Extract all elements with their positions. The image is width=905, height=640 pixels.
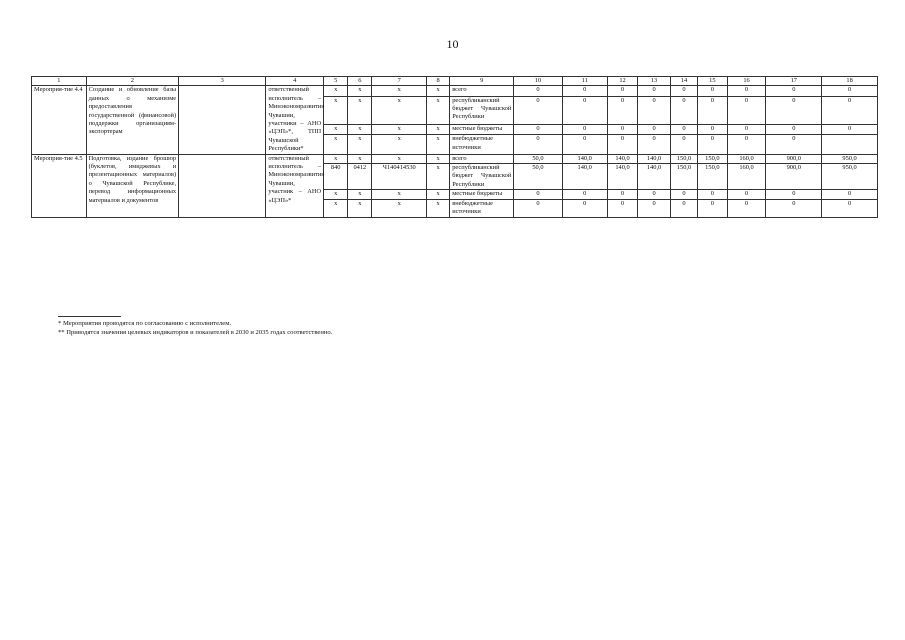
value-cell: 0 [562,135,607,154]
value-cell: 0 [727,199,766,217]
value-cell: 0 [766,86,822,96]
value-cell: 0 [638,96,671,124]
value-cell: 0 [698,190,727,199]
funding-source-cell: республиканский бюджет Чувашской Республики [450,96,514,124]
value-cell: 0 [514,125,562,135]
value-cell: 50,0 [514,164,562,190]
column-header: 8 [427,77,450,86]
column-header: 12 [607,77,637,86]
funding-source-cell: всего [450,86,514,96]
code-cell: x [324,190,348,199]
page-number: 10 [446,37,459,51]
code-cell: x [348,96,372,124]
value-cell: 0 [698,125,727,135]
value-cell: 0 [670,190,697,199]
code-cell: x [427,125,450,135]
code-cell: x [348,86,372,96]
value-cell: 0 [698,96,727,124]
column-header: 6 [348,77,372,86]
column-header: 17 [766,77,822,86]
funding-source-cell: местные бюджеты [450,190,514,199]
footnote-1: * Мероприятия проводятся по согласованию с исполнителем. [58,320,232,327]
event-name-cell: Создание и обновление базы данных о механизме предоставления государственной (финансовой) поддержки организациям-экспортерам [86,86,178,154]
code-cell: x [427,135,450,154]
code-cell: x [427,199,450,217]
value-cell: 150,0 [670,164,697,190]
value-cell: 150,0 [698,154,727,163]
code-cell: x [324,135,348,154]
code-cell: x [372,135,427,154]
code-cell: x [348,125,372,135]
column-header: 15 [698,77,727,86]
value-cell: 0 [562,125,607,135]
empty-cell [179,154,266,217]
value-cell: 0 [822,86,878,96]
value-cell: 150,0 [698,164,727,190]
empty-cell [179,86,266,154]
column-header: 9 [450,77,514,86]
column-header: 18 [822,77,878,86]
code-cell: Ч140414530 [372,164,427,190]
code-cell: x [324,86,348,96]
value-cell: 140,0 [562,154,607,163]
code-cell: x [324,125,348,135]
event-cell: Мероприя-тие 4.5 [32,154,87,217]
code-cell: x [372,125,427,135]
value-cell: 0 [670,125,697,135]
executor-cell: ответственный исполнитель – Минэкономразвития Чувашии, участник – АНО «ЦЭП»* [266,154,324,217]
value-cell: 0 [638,190,671,199]
value-cell: 160,0 [727,154,766,163]
value-cell [822,135,878,154]
value-cell: 140,0 [562,164,607,190]
code-cell: x [427,164,450,190]
code-cell: x [427,96,450,124]
event-cell: Мероприя-тие 4.4 [32,86,87,154]
code-cell: 840 [324,164,348,190]
code-cell: x [324,96,348,124]
value-cell: 0 [562,190,607,199]
table-row [32,154,878,163]
value-cell: 0 [698,86,727,96]
footnotes [58,319,332,337]
value-cell: 50,0 [514,154,562,163]
value-cell: 0 [562,96,607,124]
value-cell: 0 [822,190,878,199]
value-cell: 0 [670,199,697,217]
value-cell: 0 [607,86,637,96]
code-cell: x [348,190,372,199]
value-cell: 0 [727,96,766,124]
value-cell: 0 [822,96,878,124]
column-header: 2 [86,77,178,86]
value-cell: 0 [638,86,671,96]
value-cell: 0 [766,190,822,199]
code-cell: x [324,199,348,217]
value-cell: 950,0 [822,154,878,163]
value-cell: 0 [638,199,671,217]
value-cell: 0 [822,125,878,135]
value-cell: 140,0 [607,164,637,190]
code-cell: x [427,86,450,96]
value-cell: 0 [766,135,822,154]
value-cell: 0 [514,135,562,154]
value-cell: 0 [766,96,822,124]
value-cell: 0 [562,199,607,217]
program-table [31,76,878,218]
value-cell: 140,0 [607,154,637,163]
footnote-rule [58,316,121,317]
executor-cell: ответственный исполнитель – Минэкономразвития Чувашии, участники – АНО «ЦЭП»*, ТПП Чувашской Республики* [266,86,324,154]
code-cell: x [372,199,427,217]
table-row [32,86,878,96]
column-header: 14 [670,77,697,86]
code-cell: x [348,154,372,163]
value-cell: 0 [607,125,637,135]
funding-source-cell: всего [450,154,514,163]
value-cell: 0 [670,135,697,154]
code-cell: x [348,199,372,217]
value-cell: 0 [727,86,766,96]
value-cell: 0 [698,199,727,217]
value-cell: 0 [638,125,671,135]
value-cell: 0 [514,190,562,199]
value-cell: 0 [607,96,637,124]
code-cell: x [427,190,450,199]
value-cell: 140,0 [638,164,671,190]
column-header: 11 [562,77,607,86]
column-header: 7 [372,77,427,86]
funding-source-cell: внебюджетные источники [450,135,514,154]
value-cell: 0 [727,135,766,154]
value-cell: 0 [607,135,637,154]
value-cell: 140,0 [638,154,671,163]
column-header: 13 [638,77,671,86]
value-cell: 0 [670,86,697,96]
code-cell: x [348,135,372,154]
value-cell: 0 [607,190,637,199]
value-cell: 950,0 [822,164,878,190]
event-name-cell: Подготовка, издание брошюр (буклетов, имиджевых и презентационных материалов) о Чувашской Республике, перевод информационных материалов и документов [86,154,178,217]
column-header: 5 [324,77,348,86]
value-cell: 900,0 [766,164,822,190]
footnote-2: ** Приводятся значения целевых индикаторов и показателей в 2030 и 2035 годах соответственно. [58,329,333,336]
value-cell: 0 [514,199,562,217]
code-cell: x [427,154,450,163]
funding-source-cell: местные бюджеты [450,125,514,135]
column-header: 1 [32,77,87,86]
column-header: 3 [179,77,266,86]
value-cell: 0 [607,199,637,217]
value-cell: 160,0 [727,164,766,190]
value-cell: 0 [727,125,766,135]
value-cell: 0 [698,135,727,154]
code-cell: x [372,86,427,96]
value-cell: 0 [514,86,562,96]
column-header: 4 [266,77,324,86]
value-cell: 0 [727,190,766,199]
funding-source-cell: республиканский бюджет Чувашской Республики [450,164,514,190]
value-cell: 0 [638,135,671,154]
code-cell: x [372,154,427,163]
column-header: 10 [514,77,562,86]
value-cell: 900,0 [766,154,822,163]
header-row [32,77,878,86]
value-cell: 0 [562,86,607,96]
code-cell: 0412 [348,164,372,190]
code-cell: x [372,190,427,199]
code-cell: x [372,96,427,124]
value-cell: 0 [766,199,822,217]
value-cell: 0 [514,96,562,124]
value-cell: 0 [822,199,878,217]
column-header: 16 [727,77,766,86]
value-cell: 150,0 [670,154,697,163]
value-cell: 0 [670,96,697,124]
funding-source-cell: внебюджетные источники [450,199,514,217]
code-cell: x [324,154,348,163]
value-cell: 0 [766,125,822,135]
